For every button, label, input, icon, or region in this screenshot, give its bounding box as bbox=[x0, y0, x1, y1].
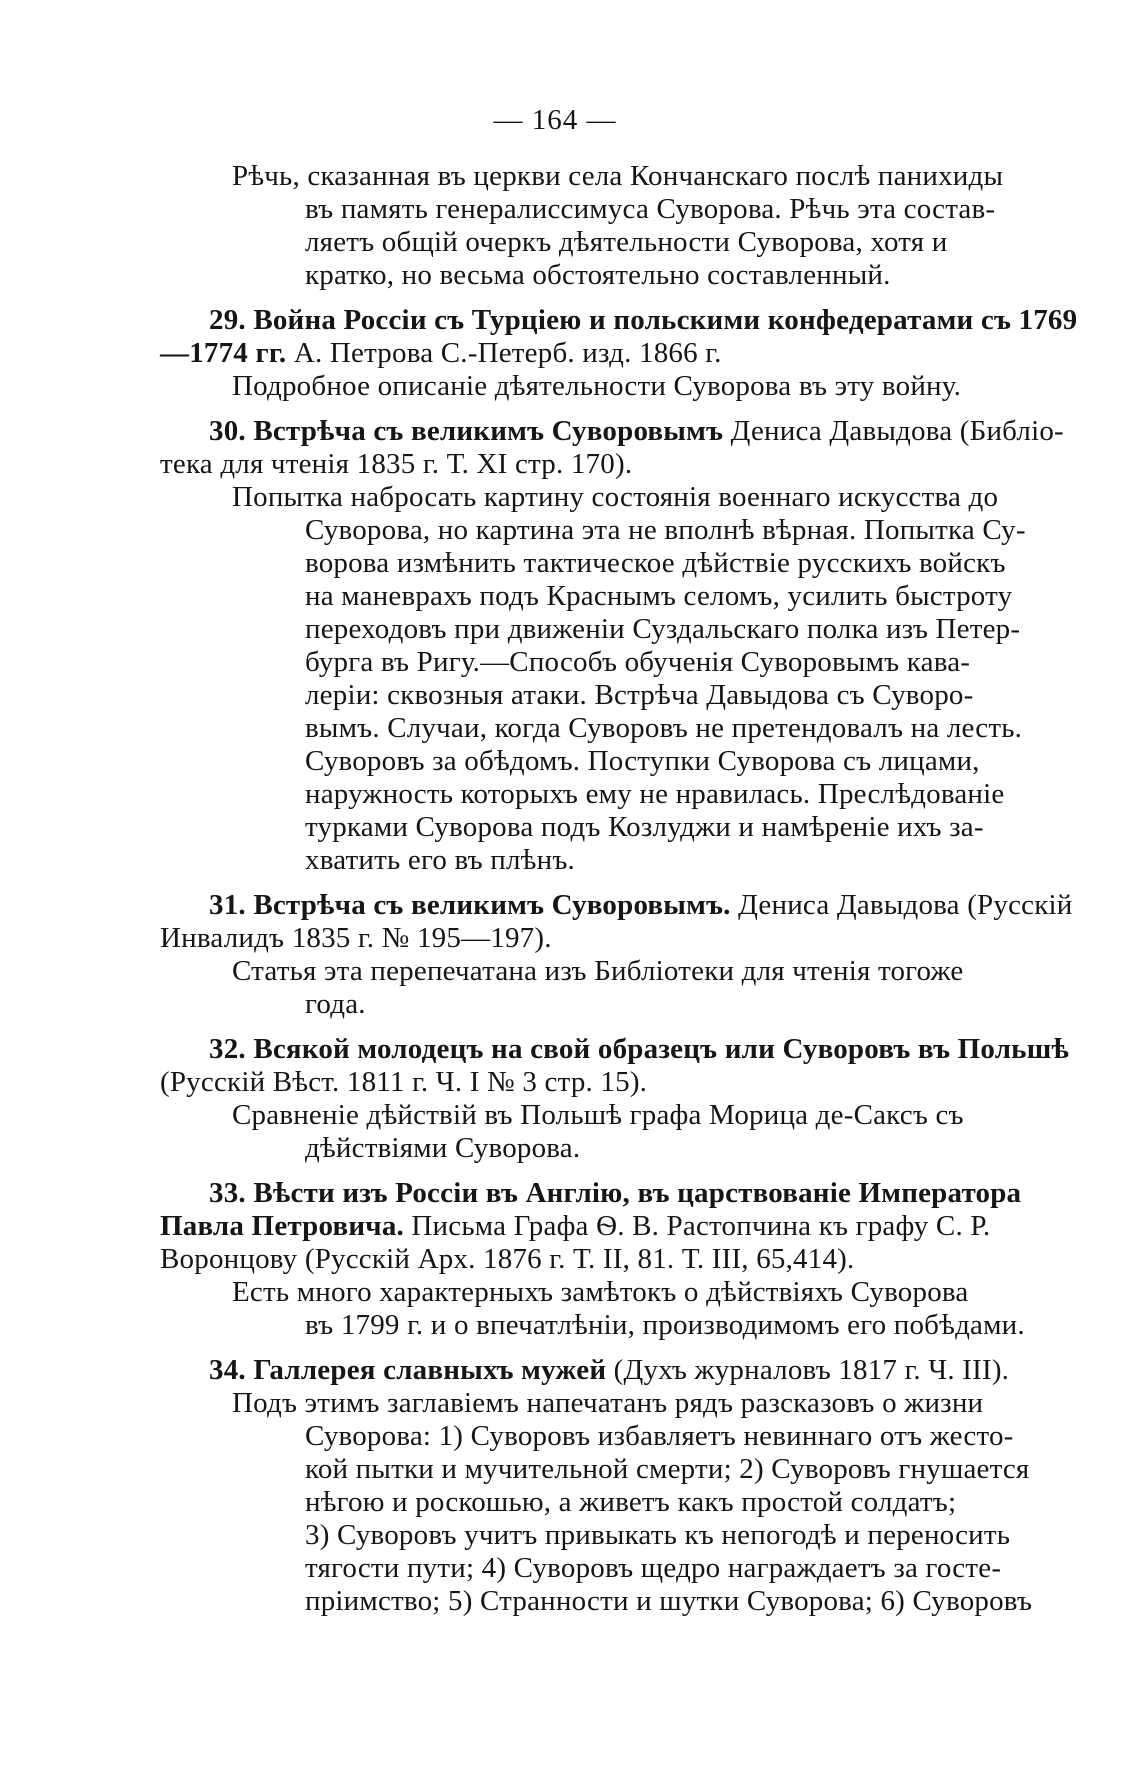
entry-description: нѣгою и роскошью, а живетъ какъ простой солдатъ; bbox=[305, 1486, 957, 1518]
entry-line: въ память генералиссимуса Суворова. Рѣчь эта состав- bbox=[305, 193, 996, 225]
entry-29-line2 bbox=[160, 337, 722, 370]
entry-description: Сравненіе дѣйствій въ Польшѣ графа Морица де-Саксъ съ bbox=[232, 1099, 964, 1131]
entry-title: Война Россіи съ Турціею и польскими конфедератами съ 1769 bbox=[253, 304, 1078, 336]
entry-description: пріимство; 5) Странности и шутки Суворова; 6) Суворовъ bbox=[305, 1585, 1033, 1617]
entry-31-heading bbox=[209, 889, 1073, 922]
entry-title: —1774 гг. bbox=[160, 337, 287, 369]
entry-description: переходовъ при движеніи Суздальскаго полка изъ Петер- bbox=[305, 613, 1021, 645]
page-number: — 164 — bbox=[493, 104, 617, 136]
entry-description: дѣйствіями Суворова. bbox=[305, 1132, 581, 1164]
entry-34-heading bbox=[209, 1354, 1009, 1387]
entry-30-heading bbox=[209, 415, 1064, 448]
entry-line: кратко, но весьма обстоятельно составленный. bbox=[305, 259, 891, 291]
entry-number: 34. bbox=[209, 1354, 246, 1386]
entry-description: наружность которыхъ ему не нравилась. Преслѣдованіе bbox=[305, 778, 1005, 810]
entry-description: турками Суворова подъ Козлуджи и намѣреніе ихъ за- bbox=[305, 811, 984, 843]
entry-citation: Письма Графа Ѳ. В. Растопчина къ графу С. Р. bbox=[403, 1210, 991, 1242]
entry-citation: А. Петрова С.-Петерб. изд. 1866 г. bbox=[286, 337, 722, 369]
entry-line: ляетъ общій очеркъ дѣятельности Суворова, хотя и bbox=[305, 226, 948, 258]
entry-citation: Инвалидъ 1835 г. № 195—197). bbox=[160, 922, 552, 954]
entry-citation: Воронцову (Русскій Арх. 1876 г. Т. II, 81. Т. III, 65,414). bbox=[160, 1243, 855, 1275]
entry-number: 29. bbox=[209, 304, 246, 336]
entry-title: Встрѣча съ великимъ Суворовымъ. bbox=[253, 889, 731, 921]
entry-title: Павла Петровича. bbox=[160, 1210, 404, 1242]
entry-29-heading bbox=[209, 304, 1077, 337]
entry-description: бурга въ Ригу.—Способъ обученія Суворовымъ кава- bbox=[305, 646, 971, 678]
entry-description: вымъ. Случаи, когда Суворовъ не претендовалъ на лесть. bbox=[305, 712, 1023, 744]
entry-title: Вѣсти изъ Россіи въ Англію, въ царствованіе Императора bbox=[253, 1177, 1022, 1209]
entry-description: Суворовъ за обѣдомъ. Поступки Суворова съ лицами, bbox=[305, 745, 980, 777]
entry-description: хватить его въ плѣнъ. bbox=[305, 844, 575, 876]
entry-description: 3) Суворовъ учитъ привыкать къ непогодѣ и переносить bbox=[305, 1519, 1011, 1551]
entry-description: кой пытки и мучительной смерти; 2) Суворовъ гнушается bbox=[305, 1453, 1030, 1485]
entry-line: Рѣчь, сказанная въ церкви села Кончанскаго послѣ панихиды bbox=[232, 160, 1004, 192]
entry-citation: тека для чтенія 1835 г. Т. XI стр. 170). bbox=[160, 448, 633, 480]
entry-citation: (Русскій Вѣст. 1811 г. Ч. I № 3 стр. 15). bbox=[160, 1066, 648, 1098]
entry-description: Подъ этимъ заглавіемъ напечатанъ рядъ разсказовъ о жизни bbox=[232, 1387, 984, 1419]
entry-description: Статья эта перепечатана изъ Библіотеки для чтенія тогоже bbox=[232, 955, 964, 987]
entry-description: ворова измѣнить тактическое дѣйствіе русскихъ войскъ bbox=[305, 547, 1006, 579]
entry-description: тягости пути; 4) Суворовъ щедро награждаетъ за госте- bbox=[305, 1552, 1002, 1584]
entry-description: леріи: сквозныя атаки. Встрѣча Давыдова съ Суворо- bbox=[305, 679, 974, 711]
entry-description: года. bbox=[305, 988, 366, 1020]
entry-description: на маневрахъ подъ Краснымъ селомъ, усилить быстроту bbox=[305, 580, 1013, 612]
entry-description: Суворова: 1) Суворовъ избавляетъ невиннаго отъ жесто- bbox=[305, 1420, 1014, 1452]
entry-title: Всякой молодецъ на свой образецъ или Суворовъ въ Польшѣ bbox=[253, 1033, 1069, 1065]
entry-description: въ 1799 г. и о впечатлѣніи, производимомъ его побѣдами. bbox=[305, 1309, 1025, 1341]
entry-citation: Дениса Давыдова (Русскій bbox=[730, 889, 1073, 921]
entry-number: 33. bbox=[209, 1177, 246, 1209]
entry-33-line2 bbox=[160, 1210, 991, 1243]
entry-description: Подробное описаніе дѣятельности Суворова въ эту войну. bbox=[232, 370, 962, 402]
entry-description: Попытка набросать картину состоянія военнаго искусства до bbox=[232, 481, 999, 513]
entry-32-heading bbox=[209, 1033, 1069, 1066]
entry-number: 31. bbox=[209, 889, 246, 921]
entry-description: Суворова, но картина эта не вполнѣ вѣрная. Попытка Су- bbox=[305, 514, 1026, 546]
entry-citation: (Духъ журналовъ 1817 г. Ч. III). bbox=[606, 1354, 1010, 1386]
entry-number: 30. bbox=[209, 415, 246, 447]
entry-33-heading bbox=[209, 1177, 1021, 1210]
entry-citation: Дениса Давыдова (Библіо- bbox=[723, 415, 1064, 447]
entry-description: Есть много характерныхъ замѣтокъ о дѣйствіяхъ Суворова bbox=[232, 1276, 969, 1308]
entry-title: Галлерея славныхъ мужей bbox=[253, 1354, 607, 1386]
entry-number: 32. bbox=[209, 1033, 246, 1065]
entry-title: Встрѣча съ великимъ Суворовымъ bbox=[253, 415, 724, 447]
